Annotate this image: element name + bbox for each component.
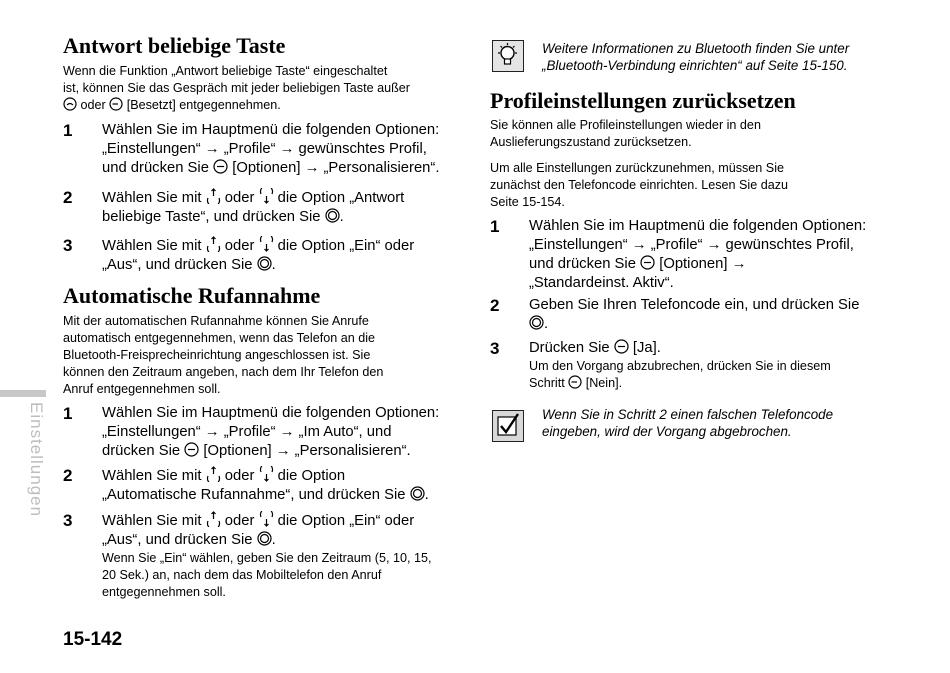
up-key-icon [206, 236, 221, 252]
step-1: 1 Wählen Sie im Hauptmenü die folgenden Optionen: „Einstellungen“ → „Profile“ → gewünschtes Profil, und drücken Sie [Optionen] → „Standardeinst. Aktiv“. [490, 217, 867, 291]
up-key-icon [206, 511, 221, 527]
note-box: Wenn Sie in Schritt 2 einen falschen Telefoncode eingeben, wird der Vorgang abgebrochen. [490, 406, 900, 440]
center-key-icon [325, 208, 340, 223]
down-key-icon [259, 236, 274, 252]
end-call-key-icon [63, 97, 77, 111]
section-title-antwort: Antwort beliebige Taste [63, 33, 286, 58]
section-title-reset: Profileinstellungen zurücksetzen [490, 88, 796, 113]
down-key-icon [259, 511, 274, 527]
section-intro-reset: Sie können alle Profileinstellungen wieder in den Auslieferungszustand zurücksetzen. [490, 118, 761, 149]
step-3: 3 Wählen Sie mit oder die Option „Ein“ oder „Aus“, und drücken Sie . [63, 236, 468, 275]
step-2: 2 Geben Sie Ihren Telefoncode ein, und drücken Sie . [490, 296, 860, 332]
left-softkey-icon [109, 97, 123, 111]
step-note: Wenn Sie „Ein“ wählen, geben Sie den Zeitraum (5, 10, 15, 20 Sek.) an, nach dem das Mobiltelefon den Anruf entgegennehmen soll. [102, 551, 432, 599]
tip-box: Weitere Informationen zu Bluetooth finden Sie unter „Bluetooth-Verbindung einrichten“ auf Seite 15-150. [490, 40, 900, 74]
center-key-icon [410, 486, 425, 501]
down-key-icon [259, 466, 274, 482]
chapter-tab-bar [0, 390, 46, 397]
chapter-tab [0, 390, 46, 530]
section-intro-rufannahme: Mit der automatischen Rufannahme können Sie Anrufe automatisch entgegennehmen, wenn das Telefon an die Bluetooth-Freisprecheinrichtung angeschlossen ist. Sie können den Zeitraum angeben, nach dem Ihr Telefon den Anruf entgegennehmen soll. [63, 314, 384, 396]
down-key-icon [259, 188, 274, 204]
step-3: 3 Drücken Sie [Ja]. Um den Vorgang abzubrechen, drücken Sie in diesem Schritt [Nein]. [490, 339, 900, 392]
step-3: 3 Wählen Sie mit oder die Option „Ein“ oder „Aus“, und drücken Sie . Wenn Sie „Ein“ wählen, geben Sie den Zeitraum (5, 10, 15, 20 Sek.) an, nach dem das Mobiltelefon den Anruf entgegennehmen soll. [63, 511, 468, 601]
right-softkey-icon [614, 339, 629, 354]
step-1: 1 Wählen Sie im Hauptmenü die folgenden Optionen: „Einstellungen“ → „Profile“ → gewünschtes Profil, und drücken Sie [Optionen] → „Personalisieren“. [63, 121, 440, 176]
step-2: 2 Wählen Sie mit oder die Option „Automatische Rufannahme“, und drücken Sie . [63, 466, 468, 505]
section-title-rufannahme: Automatische Rufannahme [63, 283, 321, 308]
right-softkey-icon [213, 159, 228, 174]
right-softkey-icon [640, 255, 655, 270]
up-key-icon [206, 466, 221, 482]
center-key-icon [257, 531, 272, 546]
note-check-icon [492, 410, 524, 442]
right-softkey-icon [184, 442, 199, 457]
page-number: 15-142 [63, 629, 123, 650]
tip-bulb-icon [492, 40, 524, 72]
section-intro-reset-2: Um alle Einstellungen zurückzunehmen, müssen Sie zunächst den Telefoncode einrichten. Lesen Sie dazu Seite 15-154. [490, 161, 789, 209]
center-key-icon [529, 315, 544, 330]
step-2: 2 Wählen Sie mit oder die Option „Antwort beliebige Taste“, und drücken Sie . [63, 188, 468, 227]
chapter-label: Einstellungen [27, 402, 46, 518]
left-softkey-icon [568, 375, 582, 389]
center-key-icon [257, 256, 272, 271]
section-intro-antwort: Wenn die Funktion „Antwort beliebige Taste“ eingeschaltet ist, können Sie das Gespräch mit jeder beliebigen Taste außer oder [Besetzt] entgegennehmen. [63, 64, 410, 112]
step-1: 1 Wählen Sie im Hauptmenü die folgenden Optionen: „Einstellungen“ → „Profile“ → „Im Auto“, und drücken Sie [Optionen] → „Personalisieren“. [63, 404, 440, 459]
up-key-icon [206, 188, 221, 204]
step-note: Um den Vorgang abzubrechen, drücken Sie in diesem Schritt [Nein]. [529, 359, 831, 390]
